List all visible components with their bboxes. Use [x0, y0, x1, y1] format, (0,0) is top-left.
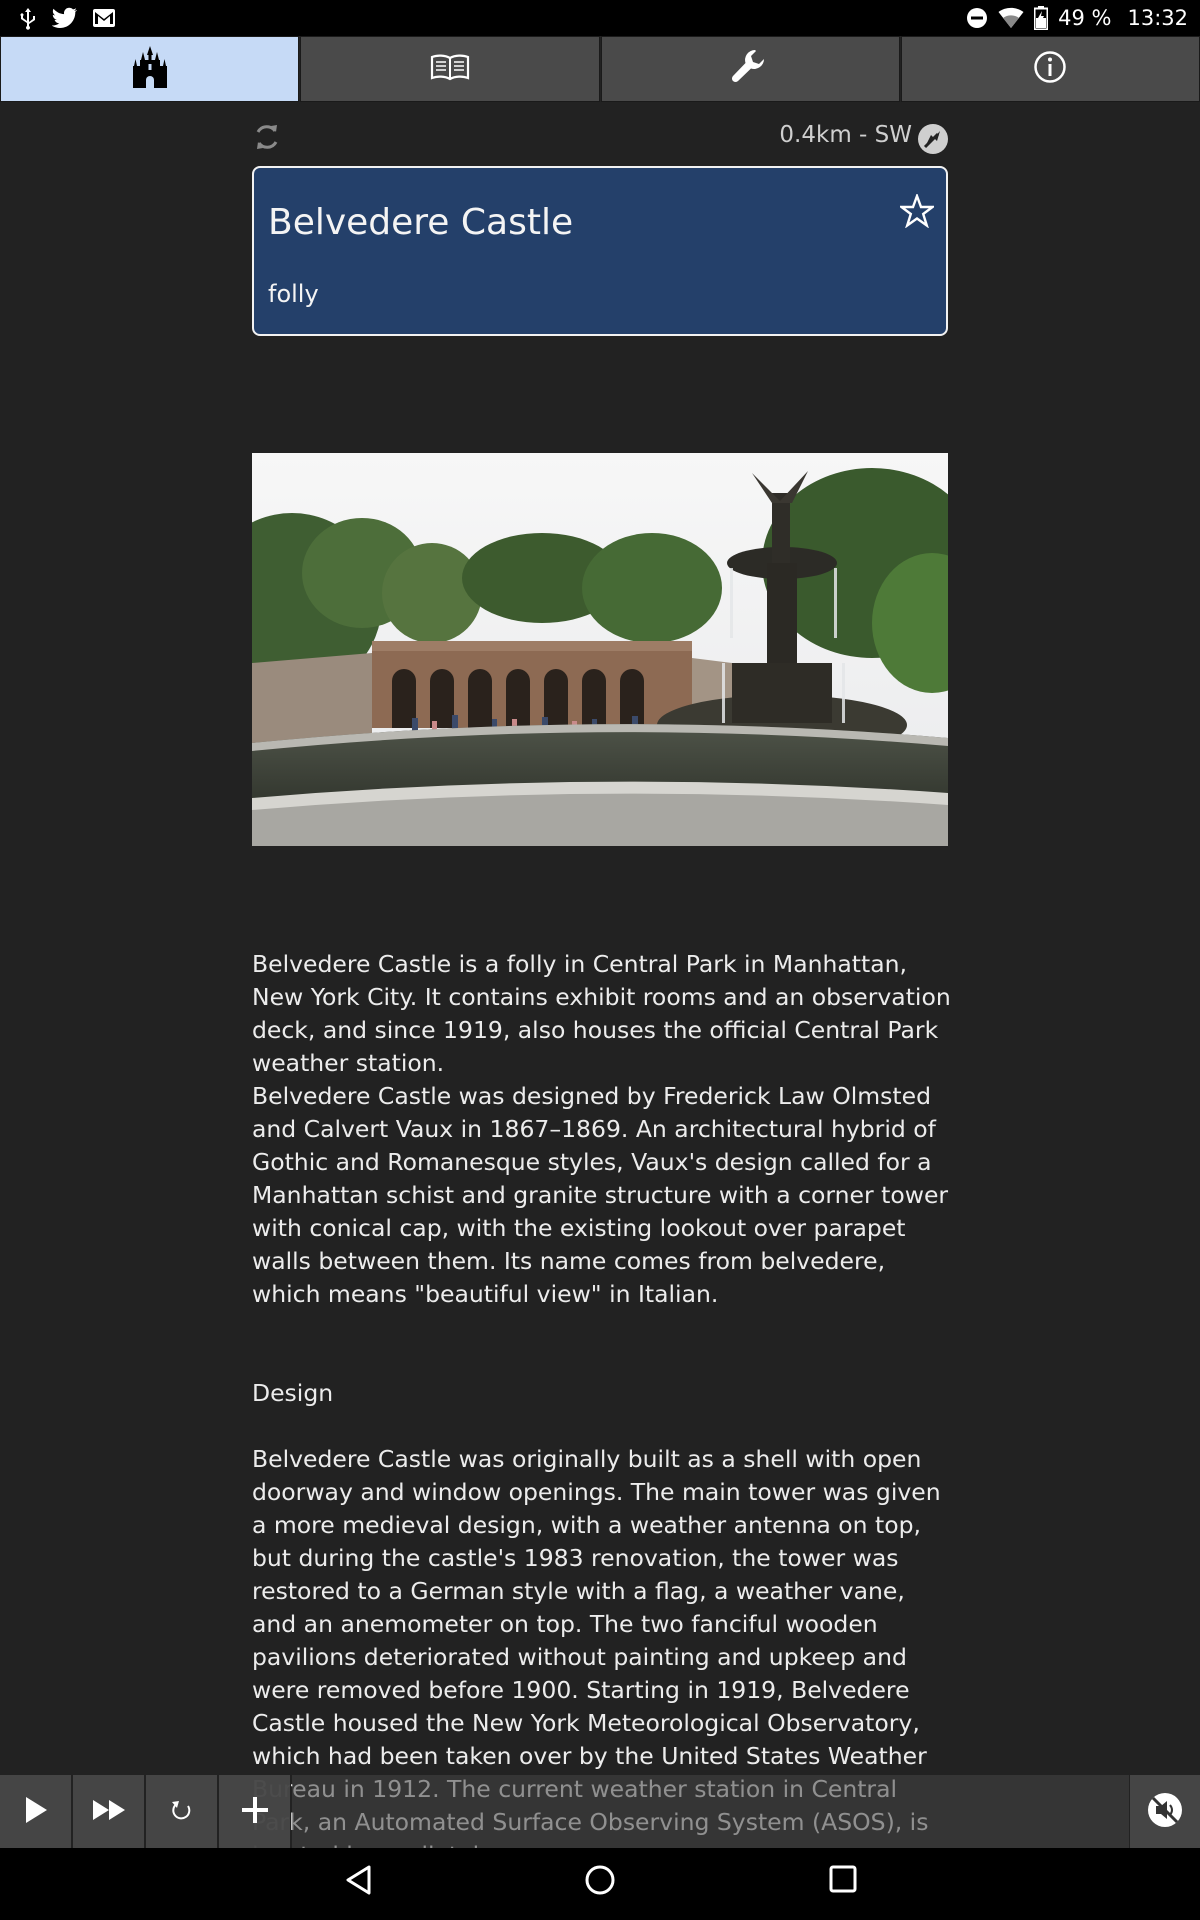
system-nav-bar — [0, 1848, 1200, 1920]
tab-book[interactable] — [300, 36, 599, 102]
home-icon[interactable] — [584, 1864, 616, 1900]
wrench-icon — [731, 48, 769, 90]
usb-icon — [18, 6, 38, 30]
fast-forward-button[interactable] — [73, 1775, 145, 1848]
play-button[interactable] — [0, 1775, 72, 1848]
add-button[interactable] — [219, 1775, 291, 1848]
book-icon — [430, 53, 470, 85]
mute-button[interactable] — [1130, 1775, 1200, 1848]
battery-icon — [1034, 6, 1048, 30]
media-control-bar — [0, 1775, 1200, 1848]
media-bar-spacer — [292, 1775, 1129, 1848]
compass-arrow-icon — [918, 124, 948, 158]
wifi-icon — [998, 7, 1024, 29]
poi-photo — [252, 453, 948, 846]
tab-wrench[interactable] — [601, 36, 900, 102]
add-icon — [240, 1795, 270, 1829]
poi-category: folly — [268, 280, 319, 308]
status-bar — [0, 0, 1200, 36]
replay-icon — [171, 1799, 193, 1825]
info-icon — [1033, 50, 1067, 88]
refresh-icon[interactable] — [252, 122, 282, 156]
article-paragraph: Belvedere Castle was originally built as a shell with open doorway and window openings. The main tower was given a more medieval design, with a weather antenna on top, but during the castle's 1983 renovation, the tower was restored to a German style with a flag, a weather vane, and an anemometer on top. The two fanciful wooden pavilions deteriorated without painting and upkeep and were removed before 1900. Starting in 1919, Belvedere Castle housed the New York Meteorological Observatory, which had been taken over by the United States Weather — [252, 1445, 941, 1770]
gmail-icon — [92, 8, 116, 28]
article-paragraph: Belvedere Castle is a folly in Central Park in Manhattan, New York City. It contains exhibit rooms and an observation deck, and since 1919, also houses the official Central Park weather station. — [252, 950, 951, 1077]
poi-title: Belvedere Castle — [268, 202, 574, 243]
fast-forward-icon — [92, 1799, 126, 1825]
castle-icon — [132, 46, 168, 92]
replay-button[interactable] — [146, 1775, 218, 1848]
distance-row — [252, 118, 948, 158]
tab-castle[interactable] — [0, 36, 299, 102]
section-heading: Design — [252, 1379, 334, 1407]
play-icon — [24, 1796, 48, 1828]
article-body — [252, 948, 952, 1872]
clock: 13:32 — [1127, 6, 1188, 30]
back-icon[interactable] — [344, 1864, 372, 1900]
mute-icon — [1146, 1791, 1184, 1833]
tab-bar — [0, 36, 1200, 102]
distance-text: 0.4km - SW — [779, 122, 912, 148]
tab-info[interactable] — [901, 36, 1200, 102]
battery-percent: 49 % — [1058, 6, 1112, 30]
twitter-icon — [52, 7, 78, 29]
star-icon[interactable] — [900, 194, 934, 232]
article-paragraph: Belvedere Castle was designed by Frederick Law Olmsted and Calvert Vaux in 1867–1869. An architectural hybrid of Gothic and Romanesque styles, Vaux's design called for a Manhattan schist and granite structure with a corner tower with conical cap, with the existing lookout over parapet walls between them. Its name comes from belvedere, which means "beautiful view" in Italian. — [252, 1082, 949, 1308]
do-not-disturb-icon — [966, 7, 988, 29]
poi-card[interactable] — [252, 166, 948, 336]
recents-icon[interactable] — [828, 1864, 858, 1898]
